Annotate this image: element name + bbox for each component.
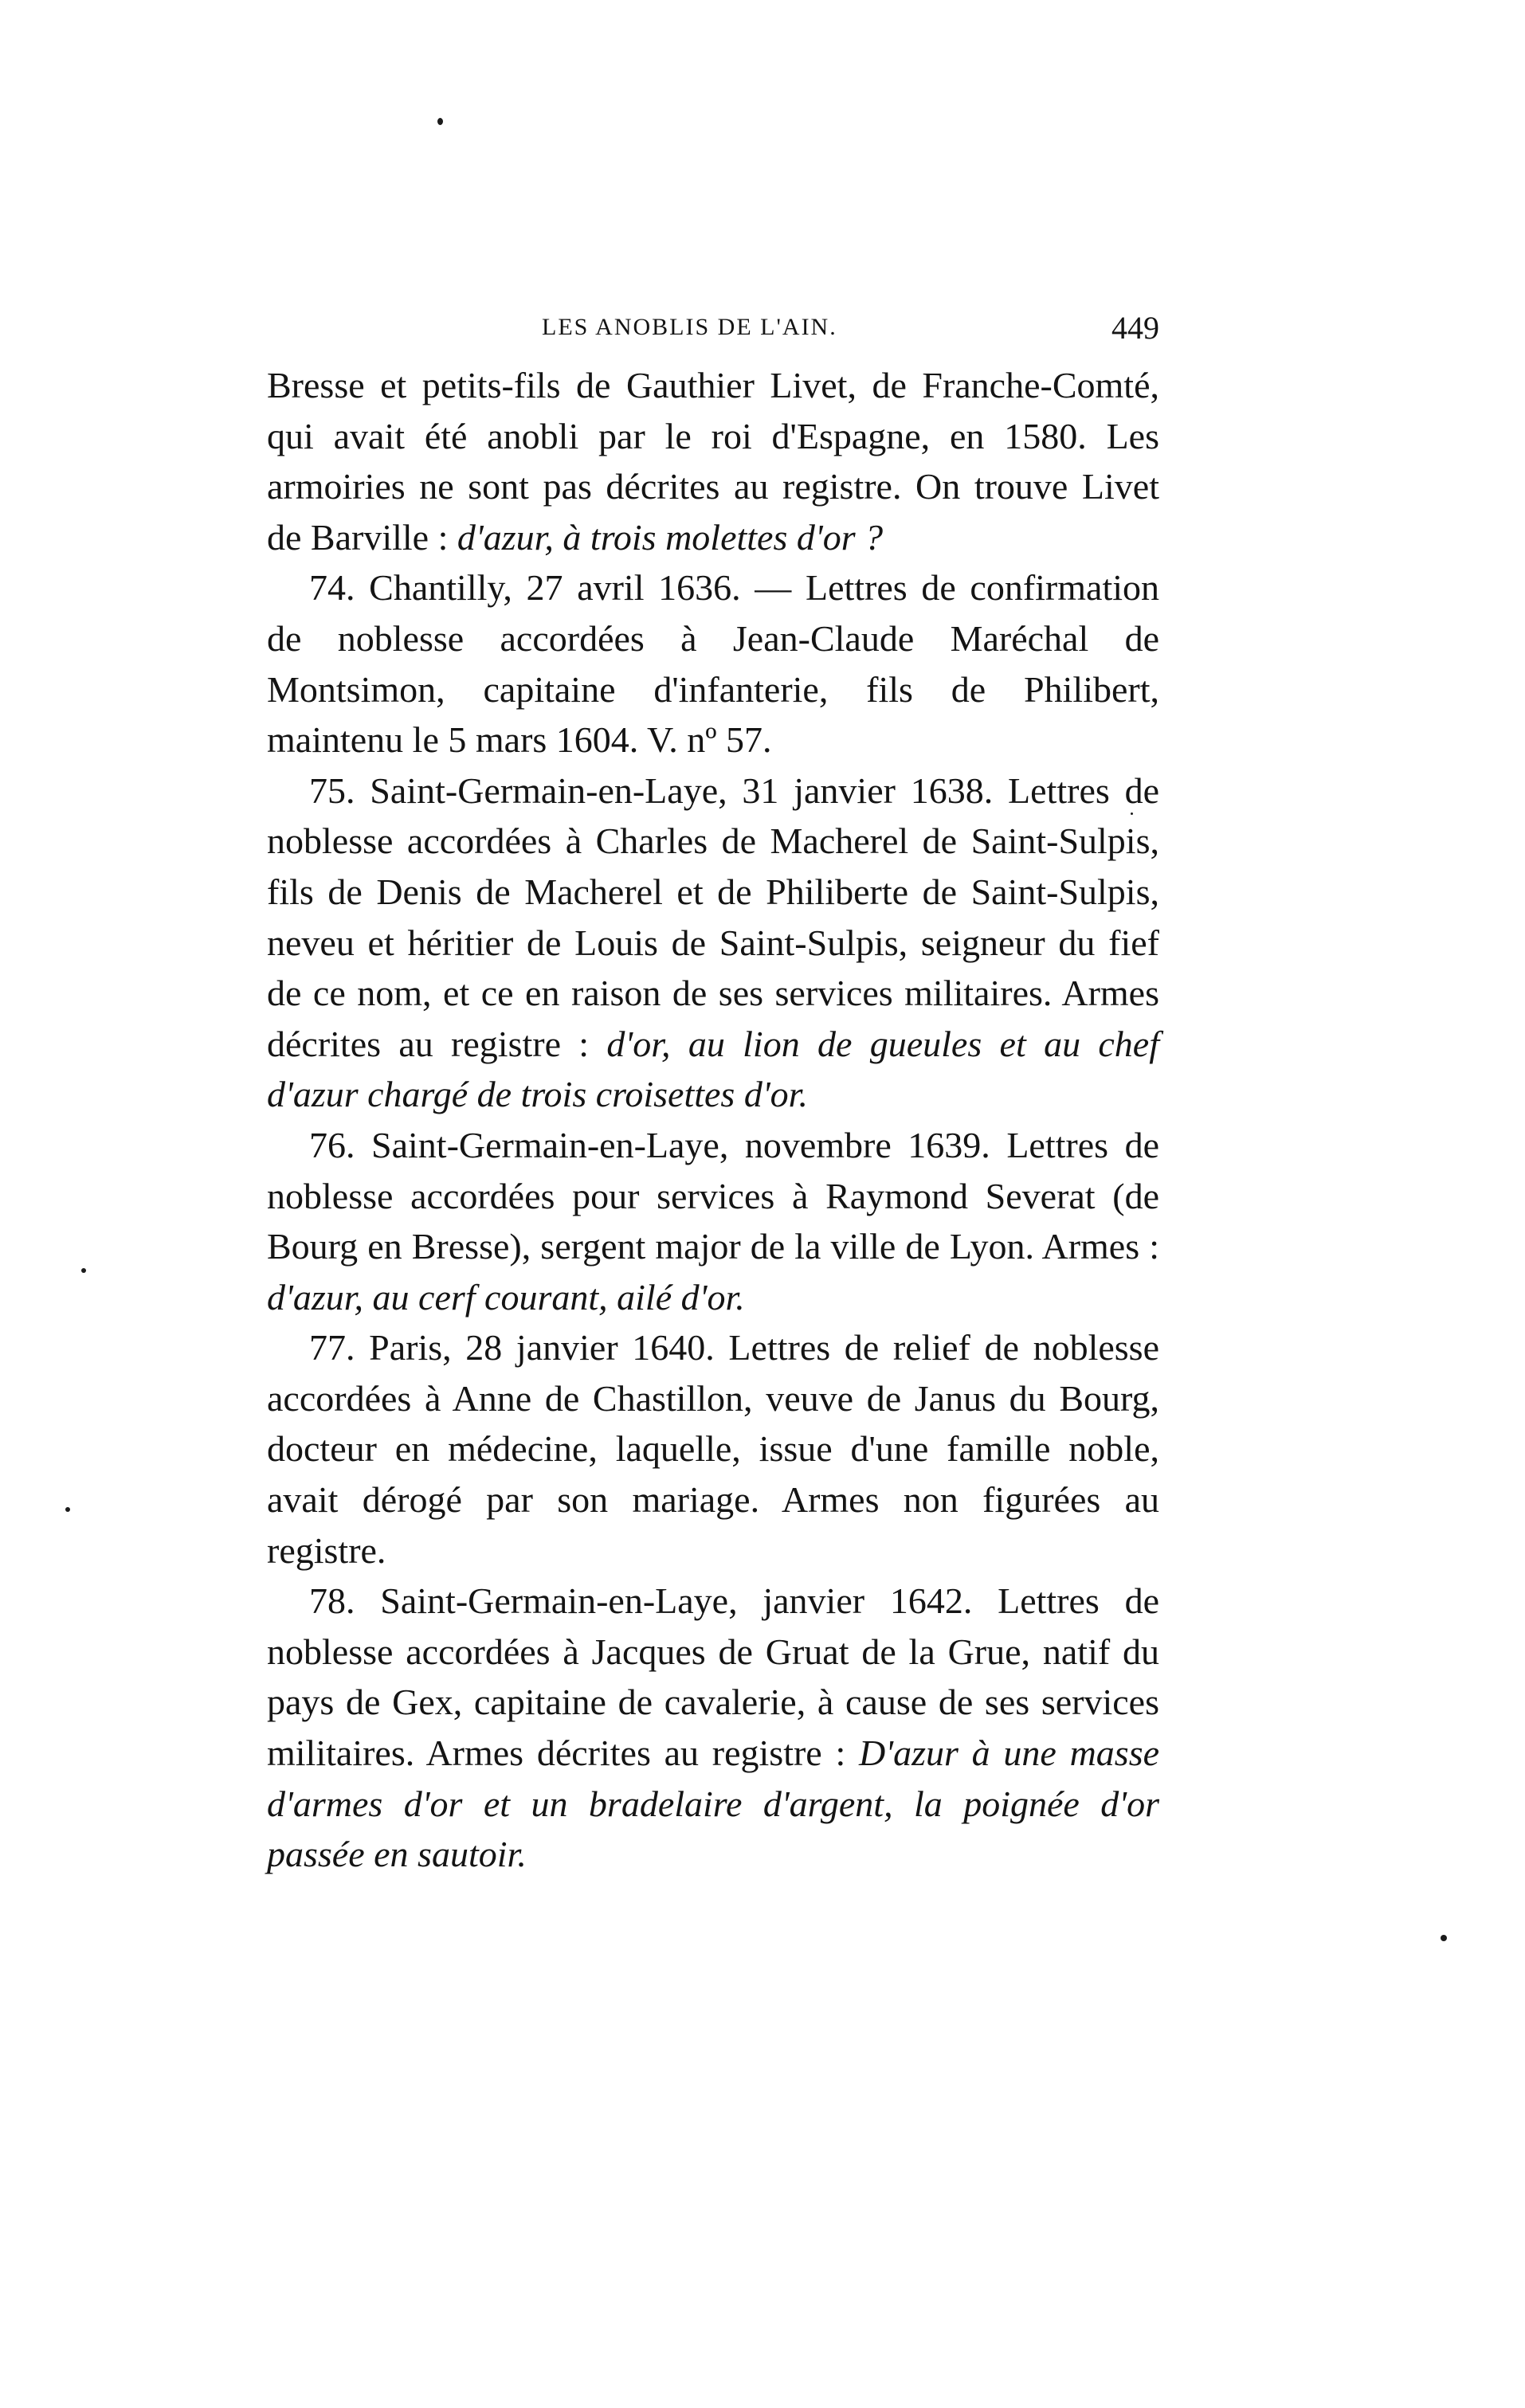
paragraph-text: 75. Saint-Germain-en-Laye, 31 janvier 1638. Lettres de noblesse accordées à Charles de Macherel de Saint-Sulpis, fils de Denis de Macherel et de Philiberte de Saint-Sulpis, neveu et héritier de Louis de Saint-Sulpis, seigneur du fief de ce nom, et ce en raison de ses services militaires. Armes décrites au registre : (267, 769, 1159, 1064)
blazon-text: d'azur, au cerf courant, ailé d'or. (267, 1276, 745, 1318)
paragraph-text: 76. Saint-Germain-en-Laye, novembre 1639. Lettres de noblesse accordées pour services à Raymond Severat (de Bourg en Bresse), sergent major de la ville de Lyon. Armes : (267, 1124, 1159, 1267)
ink-speck (1131, 812, 1133, 815)
entry-75 (267, 765, 1159, 1120)
entry-74 (267, 562, 1159, 765)
entry-77 (267, 1322, 1159, 1576)
page-header (267, 309, 1159, 357)
ink-speck (65, 1507, 70, 1512)
ink-speck (1441, 1935, 1447, 1941)
paragraph-text: Bresse et petits-fils de Gauthier Livet, de Franche-Comté, qui avait été anobli par le roi d'Espagne, en 1580. Les armoiries ne sont pas décrites au registre. On trouve Livet de Barville : (267, 365, 1159, 558)
blazon-text: d'or, au lion de gueules et au chef d'azur chargé de trois croisettes d'or. (267, 1023, 1159, 1115)
running-head: LES ANOBLIS DE L'AIN. (542, 314, 837, 340)
entry-78 (267, 1576, 1159, 1880)
paragraph-text: 77. Paris, 28 janvier 1640. Lettres de relief de noblesse accordées à Anne de Chastillon, veuve de Janus du Bourg, docteur en médecine, laquelle, issue d'une famille noble, avait dérogé par son mariage. Armes non figurées au registre. (267, 1327, 1159, 1571)
body-text (267, 360, 1159, 1880)
entry-76 (267, 1120, 1159, 1322)
paragraph-text: 74. Chantilly, 27 avril 1636. — Lettres de confirmation de noblesse accordées à Jean-Claude Maréchal de Montsimon, capitaine d'infanterie, fils de Philibert, maintenu le 5 mars 1604. V. nº 57. (267, 567, 1159, 761)
ink-speck (81, 1268, 86, 1273)
ink-speck (437, 118, 443, 125)
blazon-text: d'azur, à trois molettes d'or ? (457, 516, 884, 558)
paragraph-continuation (267, 360, 1159, 562)
blazon-text: D'azur à une masse d'armes d'or et un bradelaire d'argent, la poignée d'or passée en sautoir. (267, 1733, 1160, 1875)
page-number: 449 (1111, 310, 1159, 346)
paragraph-text: 78. Saint-Germain-en-Laye, janvier 1642. Lettres de noblesse accordées à Jacques de Gruat de la Grue, natif du pays de Gex, capitaine de cavalerie, à cause de ses services militaires. Armes décrites au registre : (267, 1580, 1159, 1774)
